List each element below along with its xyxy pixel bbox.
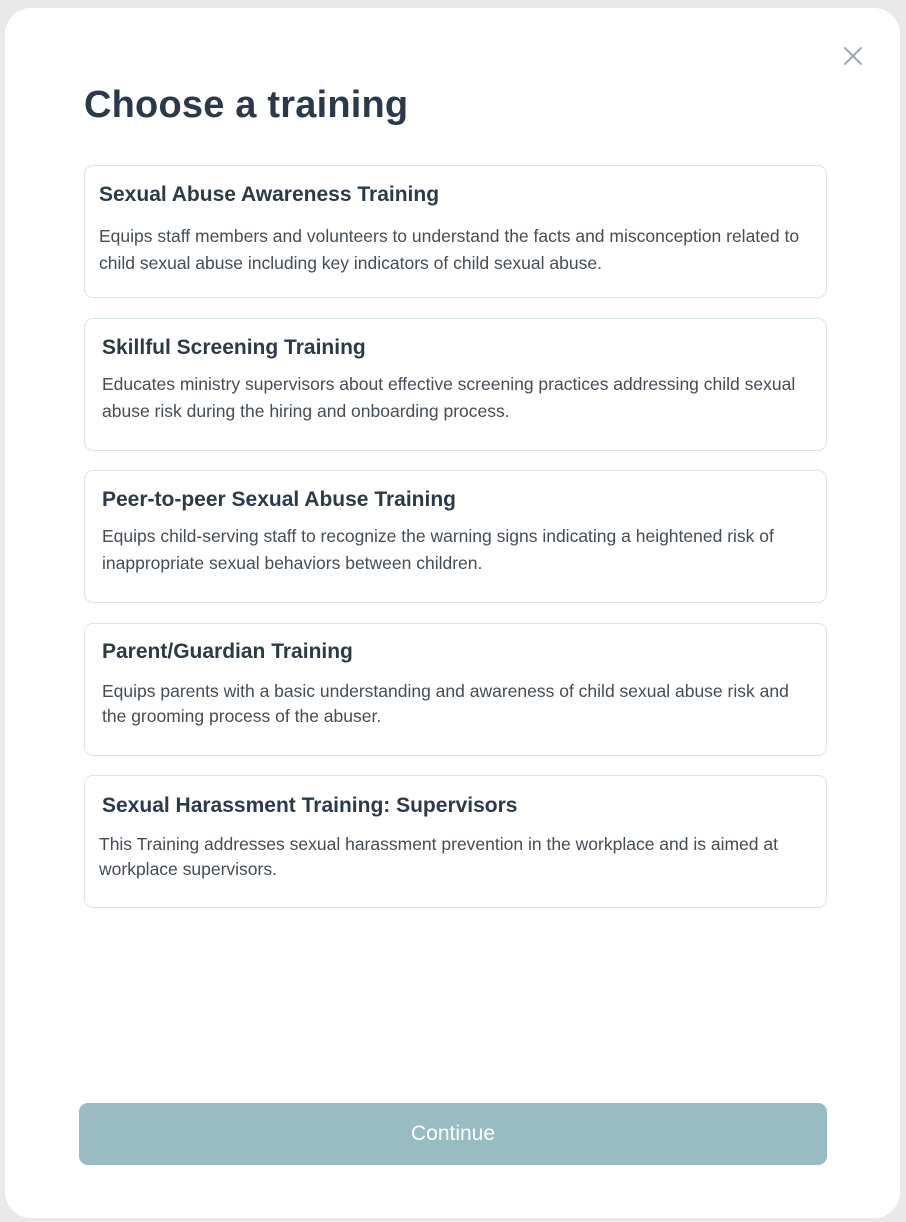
training-title: Sexual Abuse Awareness Training (99, 183, 440, 206)
training-description: This Training addresses sexual harassment prevention in the workplace and is aimed at workplace supervisors. (99, 834, 778, 879)
training-option-sexual-harassment-supervisors[interactable] (84, 775, 827, 908)
training-description: Equips child-serving staff to recognize the warning signs indicating a heightened risk of inappropriate sexual behaviors between children. (102, 526, 774, 573)
page-title: Choose a training (84, 84, 409, 126)
training-option-peer-to-peer[interactable] (84, 470, 827, 603)
training-option-parent-guardian[interactable] (84, 623, 827, 756)
close-icon (841, 44, 865, 68)
training-description: Equips staff members and volunteers to understand the facts and misconception related to child sexual abuse including key indicators of child sexual abuse. (99, 226, 800, 273)
training-title: Sexual Harassment Training: Supervisors (102, 794, 518, 817)
training-option-skillful-screening[interactable] (84, 318, 827, 451)
training-option-sexual-abuse-awareness[interactable] (84, 165, 827, 298)
choose-training-modal (5, 8, 900, 1218)
training-description: Equips parents with a basic understanding and awareness of child sexual abuse risk and the grooming process of the abuser. (102, 681, 789, 726)
training-description: Educates ministry supervisors about effective screening practices addressing child sexual abuse risk during the hiring and onboarding process. (102, 374, 796, 421)
training-title: Parent/Guardian Training (102, 640, 353, 663)
continue-button[interactable]: Continue (79, 1103, 827, 1165)
training-title: Skillful Screening Training (102, 336, 366, 359)
close-button[interactable] (841, 44, 865, 68)
training-title: Peer-to-peer Sexual Abuse Training (102, 488, 456, 511)
